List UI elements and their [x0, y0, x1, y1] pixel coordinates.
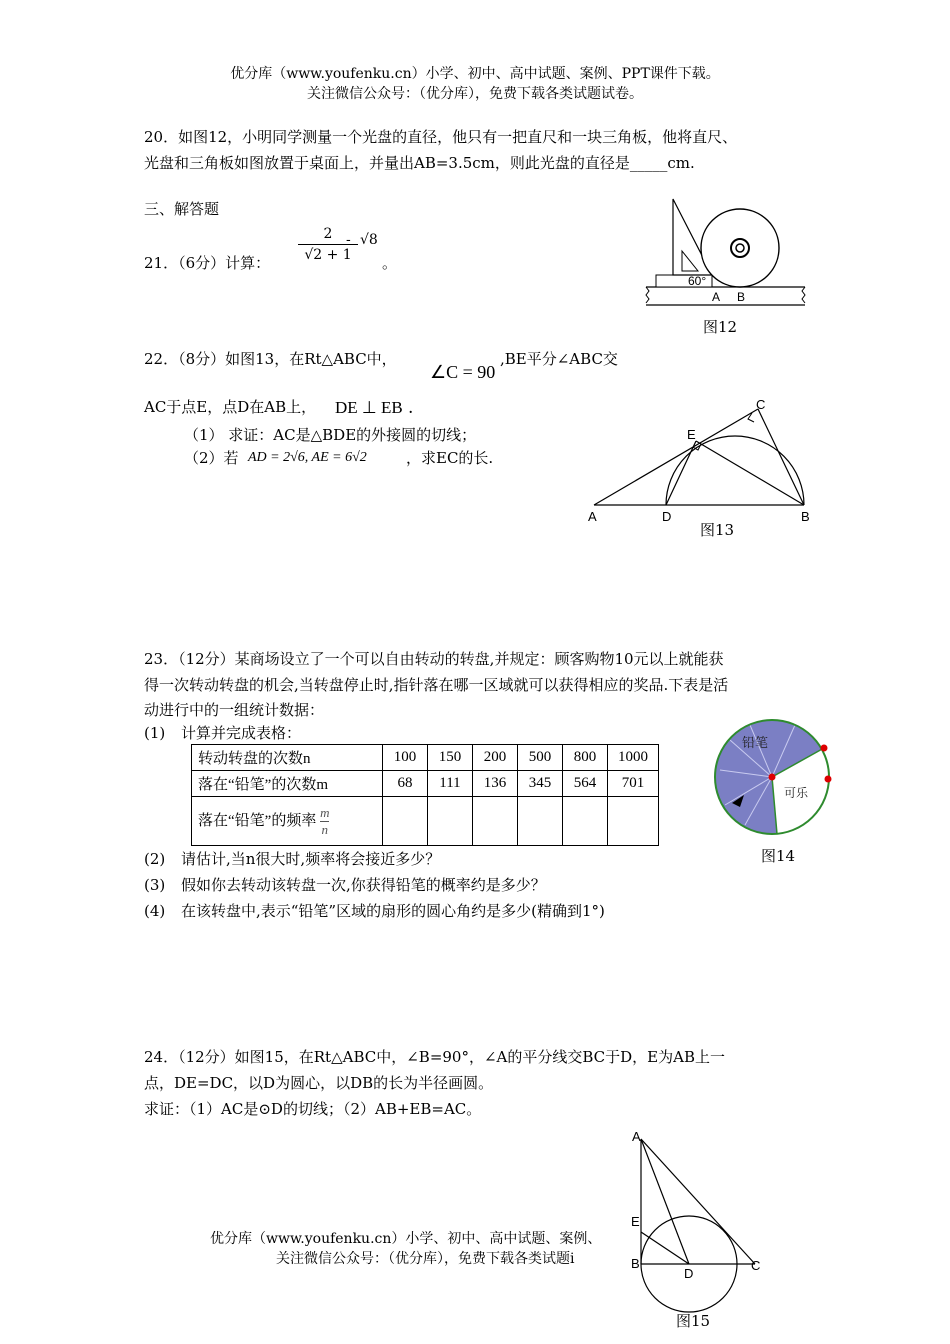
q24-line-3: 求证：（1）AC是⊙D的切线；（2）AB+EB=AC。 [144, 1100, 482, 1118]
fig12-angle-label: 60° [688, 274, 707, 288]
q23-sub-4-text: 在该转盘中,表示“铅笔”区域的扇形的圆心角约是多少(精确到1°) [181, 902, 605, 920]
fig14-label-cola: 可乐 [784, 786, 809, 800]
q22-perpendicular: DE ⊥ EB [335, 398, 403, 417]
fig15-ac [641, 1139, 755, 1264]
q23-sub-1-number: (1) [144, 724, 166, 742]
q23-line-1: 23．（12分）某商场设立了一个可以自由转动的转盘,并规定：顾客购物10元以上就能获 [144, 650, 724, 668]
q22-sub-2-math: AD = 2√6, AE = 6√2 [248, 450, 367, 465]
table-row [192, 797, 659, 846]
table-cell-empty [563, 797, 608, 846]
table-cell: 564 [563, 771, 608, 797]
fig12-label-a: A [712, 290, 721, 304]
q21-minus: - [346, 232, 351, 248]
frequency-fraction [320, 805, 329, 838]
table-row [192, 745, 659, 771]
footer-line-2: 关注微信公众号：（优分库），免费下载各类试题i [276, 1251, 575, 1267]
q21-numerator: 2 [323, 226, 333, 242]
q22-sub-2-prefix: （2）若 [184, 449, 239, 467]
fig14-center-dot [769, 774, 776, 781]
fig13-label-e: E [687, 427, 696, 442]
q22-angle-c: ∠C = 90 [430, 362, 496, 382]
fig13-cb [758, 409, 804, 505]
figure-12 [640, 195, 810, 315]
figure-14-spinner [710, 715, 834, 839]
fig15-label-e: E [631, 1214, 640, 1229]
q20-line-2: 光盘和三角板如图放置于桌面上，并量出AB=3.5cm，则此光盘的直径是_____cm. [144, 154, 695, 172]
q22-line-2: AC于点E，点D在AB上， [144, 398, 317, 416]
q22-line-1: 22．（8分）如图13，在Rt△ABC中， [144, 350, 397, 368]
fraction-numerator: m [320, 804, 330, 820]
fig12-table-ends [646, 287, 805, 303]
table-cell: 800 [563, 745, 608, 771]
table-cell: 150 [428, 745, 473, 771]
fig12-disc [701, 209, 779, 287]
figure-15-caption: 图15 [676, 1312, 711, 1330]
q24-line-2: 点，DE=DC，以D为圆心，以DB的长为半径画圆。 [144, 1074, 494, 1092]
table-cell-empty [518, 797, 563, 846]
fig15-label-b: B [631, 1256, 640, 1271]
q24-line-1: 24．（12分）如图15，在Rt△ABC中，∠B=90°，∠A的平分线交BC于D，E为AB上一 [144, 1048, 725, 1066]
fig13-label-d: D [662, 509, 672, 524]
table-row-3-text: 落在“铅笔”的频率 [198, 812, 317, 829]
q23-sub-3-text: 假如你去转动该转盘一次,你获得铅笔的概率约是多少？ [181, 876, 546, 894]
fig14-edge-dot-1 [821, 745, 828, 752]
table-cell: 701 [608, 771, 659, 797]
header-line-1: 优分库（www.youfenku.cn）小学、初中、高中试题、案例、PPT课件下载。 [230, 66, 720, 82]
table-row [192, 771, 659, 797]
q20-line-1: 20．如图12，小明同学测量一个光盘的直径，他只有一把直尺和一块三角板，他将直尺、 [144, 128, 738, 146]
fig12-label-b: B [737, 290, 746, 304]
q23-sub-4-number: (4) [144, 902, 166, 920]
fig13-label-c: C [756, 397, 766, 412]
section-heading: 三、解答题 [144, 200, 220, 218]
q23-sub-3-number: (3) [144, 876, 166, 894]
q21-prefix: 21．（6分）计算： [144, 254, 271, 272]
figure-13-caption: 图13 [700, 521, 735, 539]
table-cell: 111 [428, 771, 473, 797]
table-row-3-label [192, 797, 383, 846]
q23-line-2: 得一次转动转盘的机会,当转盘停止时,指针落在哪一区域就可以获得相应的奖品.下表是活 [144, 676, 729, 694]
fig14-edge-dot-2 [825, 776, 832, 783]
table-cell: 100 [383, 745, 428, 771]
q23-sub-2-number: (2) [144, 850, 166, 868]
fig15-ad [641, 1139, 689, 1264]
table-cell: 1000 [608, 745, 659, 771]
fig15-ed [641, 1232, 689, 1264]
table-cell-empty [428, 797, 473, 846]
fig15-label-d: D [684, 1266, 694, 1281]
fig14-label-pencil: 铅笔 [742, 736, 769, 751]
table-cell: 345 [518, 771, 563, 797]
frequency-table [191, 744, 659, 846]
header-line-2: 关注微信公众号：（优分库），免费下载各类试题试卷。 [307, 86, 643, 102]
fig15-label-a: A [632, 1129, 641, 1144]
fig13-de [666, 441, 696, 505]
table-cell: 68 [383, 771, 428, 797]
fig13-be [696, 441, 804, 505]
q21-suffix: 。 [382, 254, 398, 272]
table-row-2-label: 落在“铅笔”的次数m [192, 771, 383, 797]
footer-line-1: 优分库（www.youfenku.cn）小学、初中、高中试题、案例、 [210, 1231, 602, 1247]
figure-14-caption: 图14 [761, 847, 796, 865]
fig13-label-a: A [588, 509, 597, 524]
q21-denominator: √2 + 1 [304, 247, 352, 263]
q21-radical: √8 [360, 232, 378, 248]
fig13-label-b: B [801, 509, 810, 524]
table-cell-empty [473, 797, 518, 846]
q22-sub-1: （1） 求证：AC是△BDE的外接圆的切线； [184, 426, 477, 444]
figure-12-caption: 图12 [703, 318, 738, 336]
q22-sub-2-suffix: ，求EC的长. [406, 449, 494, 467]
figure-13 [580, 395, 820, 525]
fig13-circle [666, 436, 804, 505]
q22-period: . [408, 398, 414, 418]
q23-sub-2-text: 请估计,当n很大时,频率将会接近多少？ [181, 850, 441, 868]
table-cell: 200 [473, 745, 518, 771]
q23-sub-1-text: 计算并完成表格： [181, 724, 302, 742]
q22-line-1-tail: ,BE平分∠ABC交 [500, 350, 618, 368]
table-cell-empty [383, 797, 428, 846]
table-cell: 136 [473, 771, 518, 797]
figure-15 [625, 1125, 775, 1315]
table-cell: 500 [518, 745, 563, 771]
fraction-denominator: n [321, 821, 329, 837]
table-cell-empty [608, 797, 659, 846]
fig13-ac [594, 409, 758, 505]
table-row-1-label: 转动转盘的次数n [192, 745, 383, 771]
fig15-label-c: C [751, 1258, 761, 1273]
q23-line-3: 动进行中的一组统计数据： [144, 701, 325, 719]
